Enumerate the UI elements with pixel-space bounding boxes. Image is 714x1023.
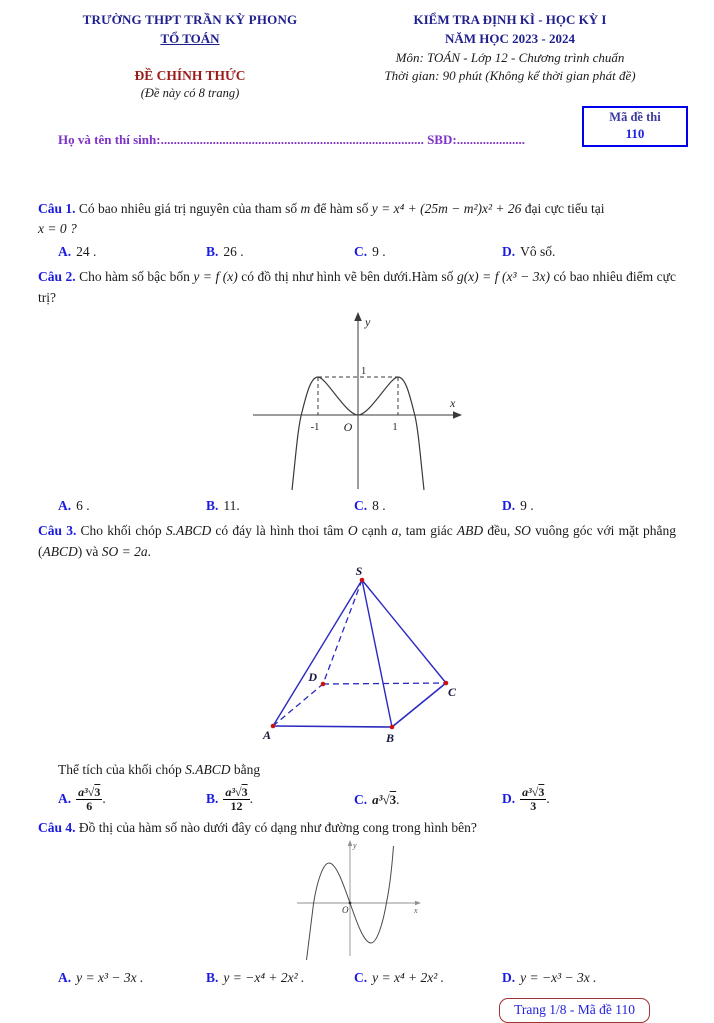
radicand: 3: [94, 785, 101, 799]
sqrt-sign: √: [382, 791, 390, 807]
option-a: [58, 496, 206, 516]
exam-title-line2: NĂM HỌC 2023 - 2024: [445, 31, 575, 46]
option-b: [206, 496, 354, 516]
option-b: [206, 968, 354, 988]
option-letter: B.: [206, 244, 219, 259]
question-1-text: Có bao nhiêu giá trị nguyên của tham số m để hàm số y = x⁴ + (25m − m²)x² + 26 đại cực tiểu tại: [75, 201, 605, 216]
option-d: [502, 968, 676, 988]
question-3-options: [38, 786, 676, 813]
origin-label: O: [343, 420, 353, 434]
edge-AB: [273, 726, 392, 727]
question-2: [38, 266, 676, 308]
vertex-dot-B: [389, 725, 394, 730]
student-name-line: Họ và tên thí sinh:................................................................................. SBD:.....................: [58, 132, 525, 147]
page-number-box: [499, 998, 650, 1023]
option-b: [206, 242, 354, 262]
question-4: [38, 817, 676, 838]
question-3: [38, 520, 676, 562]
option-text: y = −x³ − 3x .: [520, 970, 597, 986]
vertex-dot-S: [359, 578, 364, 583]
option-text: 8 .: [372, 498, 386, 513]
option-d: [502, 242, 676, 262]
option-suffix: .: [546, 790, 550, 806]
fraction: [223, 786, 249, 813]
fraction: [76, 786, 102, 813]
question-3-volume-line: Thể tích của khối chóp S.ABCD bằng: [58, 762, 261, 777]
option-c: [354, 790, 502, 810]
option-a: [58, 242, 206, 262]
edge-SA: [273, 580, 362, 726]
option-letter: C.: [354, 244, 368, 259]
cubic-graph-figure: [38, 838, 676, 960]
edge-DC-dashed: [323, 683, 446, 684]
numerator-coefficient: a³: [225, 785, 235, 799]
department-name: TỔ TOÁN: [160, 31, 220, 46]
question-3-label: Câu 3.: [38, 523, 77, 538]
option-suffix: .: [102, 790, 106, 806]
x-tick-neg1: -1: [310, 422, 320, 433]
vertex-label-A: A: [262, 728, 271, 742]
school-name: TRƯỜNG THPT TRẦN KỲ PHONG: [82, 12, 298, 27]
fraction-denominator: 6: [86, 799, 93, 814]
option-suffix: .: [249, 790, 253, 806]
edge-SD-dashed: [323, 580, 362, 684]
exam-code-value: 110: [625, 126, 645, 141]
option-text: 24 .: [76, 244, 97, 259]
option-suffix: .: [396, 791, 400, 807]
sqrt-sign: √: [87, 785, 95, 799]
option-text: 9 .: [520, 498, 534, 513]
option-text: y = x⁴ + 2x² .: [372, 970, 445, 986]
vertex-label-C: C: [447, 685, 456, 699]
option-letter: B.: [206, 970, 219, 986]
footer-row: [38, 998, 676, 1023]
question-1-line2: x = 0 ?: [38, 221, 77, 236]
exam-title-line1: KIỂM TRA ĐỊNH KÌ - HỌC KỲ I: [413, 12, 607, 27]
question-4-label: Câu 4.: [38, 820, 76, 836]
exam-code-label: Mã đề thi: [609, 110, 661, 124]
x-axis-arrow-icon: [453, 411, 462, 419]
numerator-coefficient: a³: [78, 785, 88, 799]
question-area: [0, 166, 714, 1023]
option-letter: A.: [58, 498, 72, 513]
option-math: [372, 792, 396, 807]
radicand: 3: [241, 785, 248, 799]
option-letter: D.: [502, 970, 516, 986]
y-axis-arrow-icon: [348, 840, 353, 846]
sqrt-sign: √: [531, 785, 539, 799]
edge-BC: [392, 683, 446, 727]
option-d: [502, 496, 676, 516]
origin-label: O: [342, 905, 349, 916]
option-c: [354, 968, 502, 988]
pyramid-figure: [38, 566, 676, 751]
subject-line: Môn: TOÁN - Lớp 12 - Chương trình chuẩn: [395, 50, 625, 65]
quartic-graph-figure: [38, 308, 676, 493]
numerator-coefficient: a³: [522, 785, 532, 799]
question-1-label: Câu 1.: [38, 201, 76, 216]
option-text: 26 .: [223, 244, 244, 259]
page-count-note: (Đề này có 8 trang): [140, 86, 240, 100]
header-right-block: [342, 12, 678, 84]
vertex-label-S: S: [355, 566, 362, 578]
y-axis-arrow-icon: [354, 312, 362, 321]
vertex-dot-A: [270, 724, 275, 729]
option-letter: D.: [502, 790, 516, 806]
page-number-text: Trang 1/8 - Mã đề 110: [514, 1002, 635, 1018]
header-left-block: [40, 12, 340, 101]
option-letter: C.: [354, 791, 368, 807]
edge-SC: [362, 580, 446, 683]
option-c: [354, 496, 502, 516]
fraction-denominator: 12: [230, 799, 243, 814]
question-2-label: Câu 2.: [38, 269, 76, 284]
question-4-text: Đồ thị của hàm số nào dưới đây có dạng như đường cong trong hình bên?: [75, 820, 477, 836]
option-letter: B.: [206, 498, 219, 513]
option-a: [58, 968, 206, 988]
cubic-graph-svg: [287, 838, 427, 960]
option-text: y = x³ − 3x .: [76, 970, 144, 986]
option-letter: A.: [58, 790, 72, 806]
option-text: Vô số.: [520, 244, 556, 259]
radicand: 3: [389, 791, 397, 807]
option-text: 6 .: [76, 498, 90, 513]
vertex-dot-D: [320, 682, 325, 687]
option-a: [58, 786, 206, 813]
exam-header: [0, 0, 714, 166]
option-letter: C.: [354, 498, 368, 513]
fraction-numerator: [76, 786, 102, 800]
question-2-text: Cho hàm số bậc bốn y = f (x) có đồ thị như hình vẽ bên dưới.Hàm số g(x) = f (x³ − 3x) có bao nhiêu điểm cực trị?: [38, 269, 676, 305]
fraction-numerator: [520, 786, 546, 800]
edge-SB: [362, 580, 392, 727]
origin-dot: [349, 902, 352, 905]
vertex-label-D: D: [307, 670, 317, 684]
radicand: 3: [538, 785, 545, 799]
fraction-numerator: [223, 786, 249, 800]
quartic-graph-svg: [247, 308, 467, 493]
question-1: [38, 198, 676, 219]
fraction: [520, 786, 546, 813]
option-d: [502, 786, 676, 813]
fraction-denominator: 3: [530, 799, 537, 814]
option-letter: A.: [58, 970, 72, 986]
pyramid-svg: [255, 566, 460, 751]
option-letter: B.: [206, 790, 219, 806]
option-letter: D.: [502, 498, 516, 513]
option-text: 11.: [223, 498, 240, 513]
option-letter: A.: [58, 244, 72, 259]
edge-AD-dashed: [273, 684, 323, 726]
axis-label-y: y: [353, 841, 357, 851]
question-2-options: [38, 496, 676, 516]
option-letter: D.: [502, 244, 516, 259]
exam-code-box: [582, 106, 688, 147]
axis-label-x: x: [450, 396, 456, 410]
option-c: [354, 242, 502, 262]
y-tick-1: 1: [361, 366, 367, 377]
axis-label-y: y: [365, 315, 371, 329]
sqrt-sign: √: [235, 785, 242, 799]
x-tick-1: 1: [392, 422, 398, 433]
question-3-text: Cho khối chóp S.ABCD có đáy là hình thoi tâm O cạnh a, tam giác ABD đều, SO vuông góc với mặt phẳng (ABCD) và SO = 2a.: [38, 523, 676, 559]
option-letter: C.: [354, 970, 368, 986]
question-1-options: [38, 242, 676, 262]
option-text: 9 .: [372, 244, 386, 259]
axis-label-x: x: [414, 906, 418, 916]
official-exam-label: ĐỀ CHÍNH THỨC: [134, 68, 246, 83]
vertex-label-B: B: [385, 731, 394, 745]
question-4-options: [38, 968, 676, 988]
coefficient: a³: [372, 791, 383, 807]
option-b: [206, 786, 354, 813]
duration-line: Thời gian: 90 phút (Không kể thời gian phát đề): [384, 68, 636, 83]
option-text: y = −x⁴ + 2x² .: [223, 970, 305, 986]
x-axis-arrow-icon: [415, 901, 421, 906]
